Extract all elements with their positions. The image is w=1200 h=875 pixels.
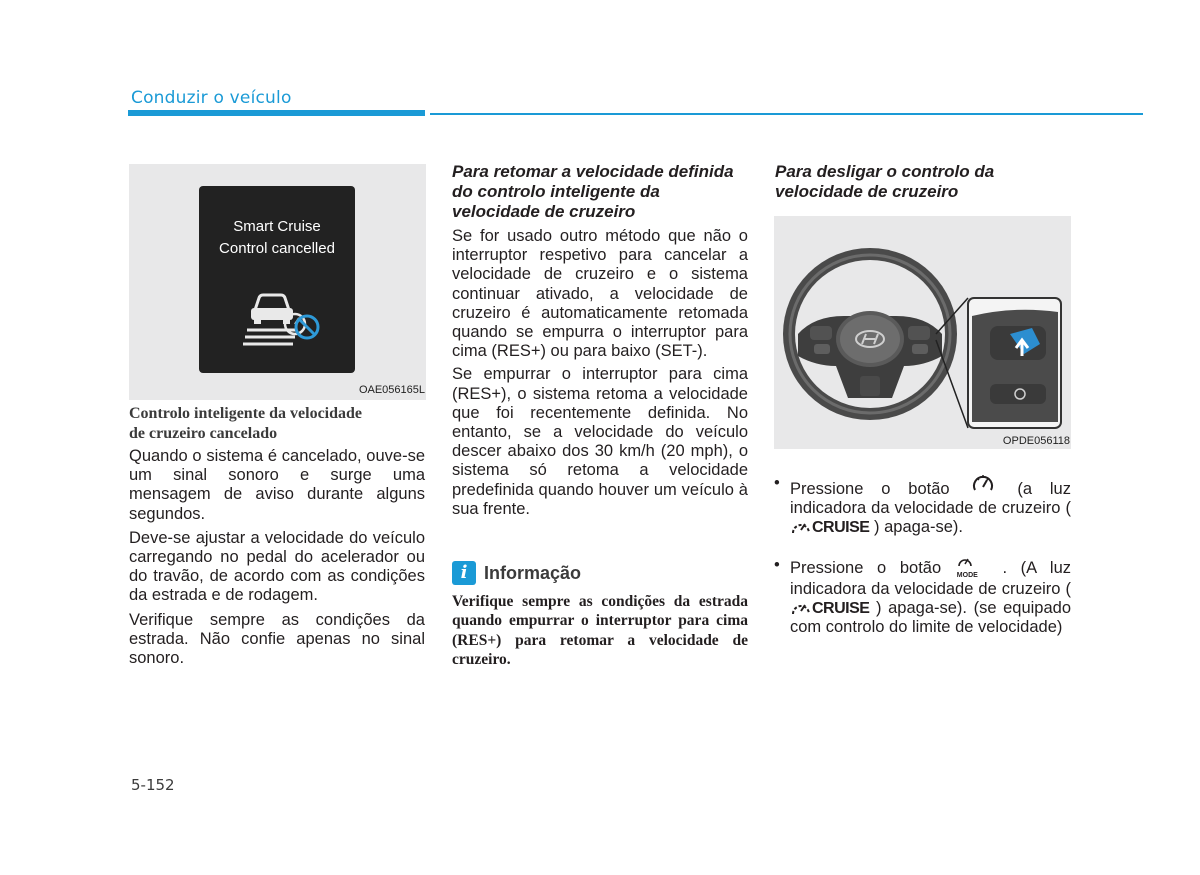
header-accent-bar <box>128 110 425 116</box>
bullet-text: Pressione o botão <box>790 559 942 577</box>
bullet-dot: • <box>774 474 780 492</box>
mode-button-label: MODE <box>956 572 978 579</box>
paragraph: Se for usado outro método que não o interruptor respetivo para cancelar a velocidade de cruzeiro e o sistema continuar ativado, a velocidade de cruzeiro é automaticamente retomada quando se empurra o interruptor para cima (RES+) ou para baixo (SET-). <box>452 227 748 361</box>
column3-heading-wrap <box>775 162 1071 202</box>
bullet-item <box>790 474 1071 538</box>
cruise-indicator <box>790 599 869 618</box>
cruise-indicator-icon <box>790 600 812 618</box>
figure-code: OAE056165L <box>358 384 425 396</box>
section-heading: Para retomar a velocidade definida do controlo inteligente da velocidade de cruzeiro <box>452 162 734 221</box>
info-title: Informação <box>484 563 582 583</box>
column2-body <box>452 162 748 519</box>
info-text: Verifique sempre as condições da estrada quando empurrar o interruptor para cima (RES+) para retomar a velocidade de cruzeiro. <box>452 593 748 668</box>
paragraph: Deve-se ajustar a velocidade do veículo carregando no pedal do acelerador ou do travão, de acordo com as condições da estrada e de rodagem. <box>129 528 425 605</box>
screen-message-line1: Smart Cruise <box>233 218 321 235</box>
caption-line2: de cruzeiro cancelado <box>129 425 278 442</box>
paragraph: Quando o sistema é cancelado, ouve-se um sinal sonoro e surge uma mensagem de aviso durante alguns segundos. <box>129 447 425 523</box>
bullet-text: . (A luz indicadora da velocidade de cruzeiro ( <box>790 559 1072 598</box>
bullet-text: ) apaga-se). <box>874 518 964 537</box>
cruise-button-icon <box>971 474 995 496</box>
figure-code: OPDE056118 <box>1002 435 1070 447</box>
figure-caption <box>129 404 426 444</box>
bullet-text: ) apaga-se). (se equipado com controlo do limite de velocidade) <box>790 599 1071 637</box>
page-number: 5-152 <box>131 776 175 794</box>
car-with-cancelled-cruise-icon <box>241 284 321 346</box>
section-heading: Para desligar o controlo da velocidade de cruzeiro <box>775 162 995 201</box>
section-title: Conduzir o veículo <box>131 88 292 108</box>
steering-wheel-figure <box>774 216 1071 449</box>
info-box <box>452 592 748 669</box>
bullet-text: (a luz indicadora da velocidade de cruzeiro ( <box>790 480 1071 518</box>
header-rule <box>430 113 1143 115</box>
caption-line1: Controlo inteligente da velocidade <box>129 405 363 422</box>
steering-wheel-icon <box>774 216 1071 449</box>
cruise-indicator-label: CRUISE <box>812 519 870 537</box>
bullet-item <box>790 556 1071 638</box>
column1-body <box>129 447 425 668</box>
cruise-indicator-label: CRUISE <box>812 600 870 618</box>
paragraph: Se empurrar o interruptor para cima (RES+), o sistema retoma a velocidade que foi recentemente definida. No entanto, se a velocidade do veículo descer abaixo dos 30 km/h (20 mph), o sistema só retoma a velocidade predefinida quando houver um veículo à sua frente. <box>452 365 748 518</box>
cruise-indicator <box>790 518 869 537</box>
bullet-dot: • <box>774 556 780 574</box>
info-icon: i <box>452 561 476 585</box>
bullet-text: Pressione o botão <box>790 480 950 498</box>
mode-button-icon <box>957 556 987 580</box>
cluster-display-figure <box>129 164 426 400</box>
cluster-screen <box>199 186 355 373</box>
cruise-indicator-icon <box>790 519 812 537</box>
paragraph: Verifique sempre as condições da estrada. Não confie apenas no sinal sonoro. <box>129 610 425 668</box>
screen-message-line2: Control cancelled <box>219 240 335 257</box>
